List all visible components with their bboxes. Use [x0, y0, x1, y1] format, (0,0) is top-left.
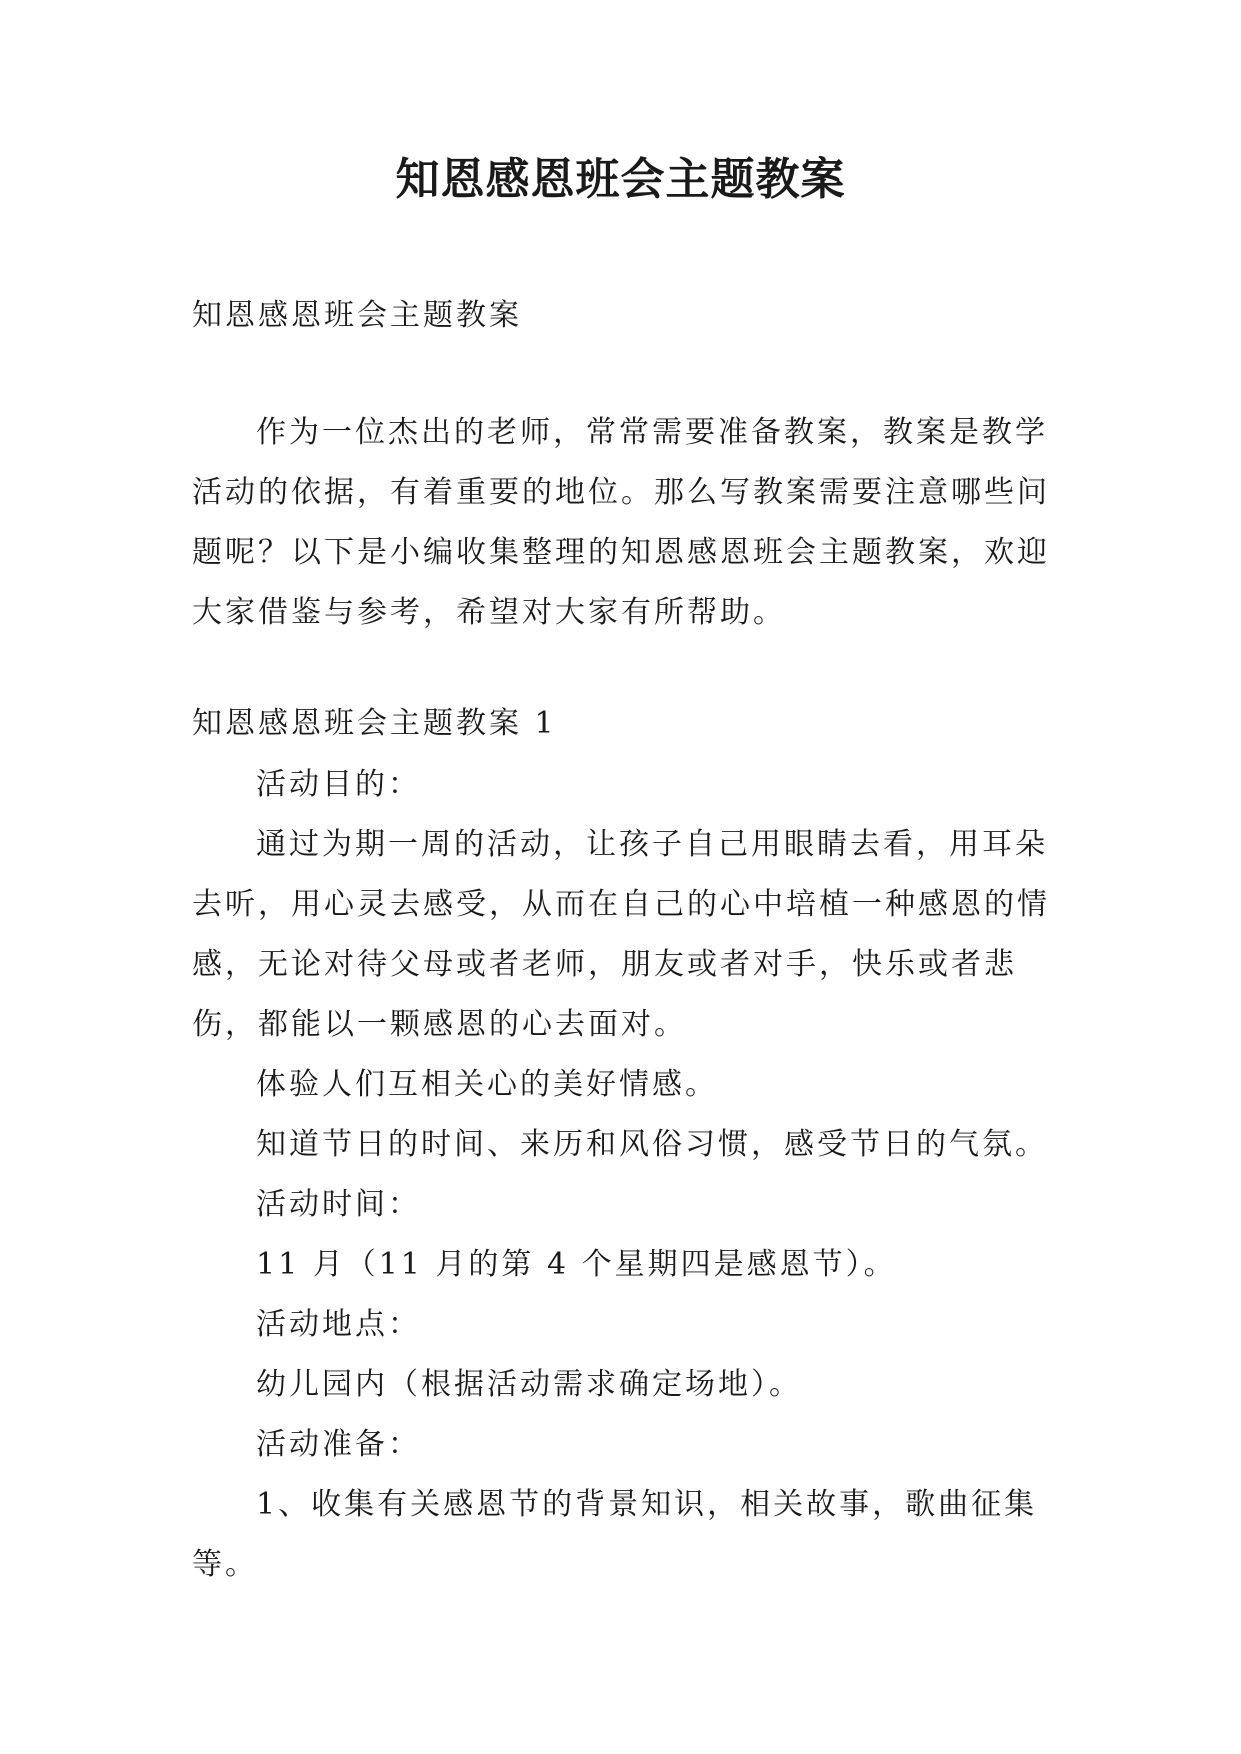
paragraph-festival-knowledge: 知道节日的时间、来历和风俗习惯，感受节日的气氛。 — [256, 1127, 1048, 1162]
intro-paragraph: 作为一位杰出的老师，常常需要准备教案，教案是教学活动的依据，有着重要的地位。那么写教案需要注意哪些问题呢？以下是小编收集整理的知恩感恩班会主题教案，欢迎大家借鉴与参考，希望对大家有所帮助。 — [192, 415, 1050, 630]
section-body — [192, 755, 1062, 1595]
document-title: 知恩感恩班会主题教案 — [395, 154, 846, 205]
paragraph-activity-goal-label: 活动目的： — [256, 767, 421, 802]
paragraph-activity-time-label: 活动时间： — [256, 1187, 421, 1222]
paragraph-activity-time: 11 月（11 月的第 4 个星期四是感恩节）。 — [256, 1247, 897, 1282]
paragraph-activity-prep-label: 活动准备： — [256, 1427, 421, 1462]
paragraph-activity-prep-1: 1、收集有关感恩节的背景知识，相关故事，歌曲征集等。 — [192, 1487, 1038, 1582]
document-subtitle: 知恩感恩班会主题教案 — [192, 298, 522, 333]
paragraph-activity-goal: 通过为期一周的活动，让孩子自己用眼睛去看，用耳朵去听，用心灵去感受，从而在自己的心中培植一种感恩的情感，无论对待父母或者老师，朋友或者对手，快乐或者悲伤，都能以一颗感恩的心去面对。 — [192, 827, 1050, 1042]
paragraph-activity-place: 幼儿园内（根据活动需求确定场地）。 — [256, 1367, 802, 1402]
section-heading: 知恩感恩班会主题教案 1 — [192, 706, 557, 741]
paragraph-experience: 体验人们互相关心的美好情感。 — [256, 1067, 718, 1102]
paragraph-activity-place-label: 活动地点： — [256, 1307, 421, 1342]
